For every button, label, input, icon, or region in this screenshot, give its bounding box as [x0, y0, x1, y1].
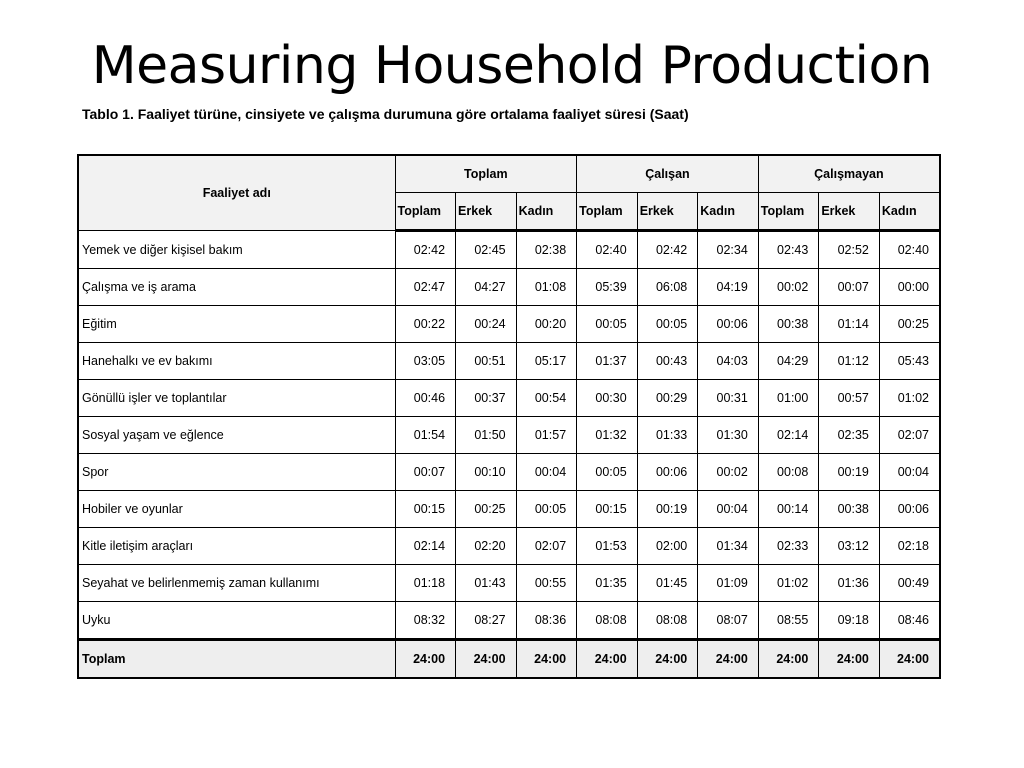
duration-cell: 05:39: [577, 269, 638, 306]
slide-title: Measuring Household Production: [91, 36, 933, 96]
duration-cell: 01:12: [819, 343, 880, 380]
duration-cell: 06:08: [637, 269, 698, 306]
activity-name-cell: Çalışma ve iş arama: [78, 269, 395, 306]
group-header-calismayan: Çalışmayan: [758, 155, 940, 193]
duration-cell: 00:02: [698, 454, 759, 491]
duration-cell: 02:42: [395, 231, 456, 269]
activity-duration-table: [77, 154, 941, 679]
duration-cell: 00:04: [516, 454, 577, 491]
duration-cell: 08:32: [395, 602, 456, 640]
duration-cell: 00:43: [637, 343, 698, 380]
activity-name-cell: Yemek ve diğer kişisel bakım: [78, 231, 395, 269]
duration-cell: 08:27: [456, 602, 517, 640]
duration-cell: 00:05: [577, 454, 638, 491]
duration-cell: 01:30: [698, 417, 759, 454]
table-row: [78, 417, 940, 454]
duration-cell: 01:50: [456, 417, 517, 454]
subheader-cell: Toplam: [758, 193, 819, 231]
duration-cell: 00:07: [395, 454, 456, 491]
duration-cell: 01:33: [637, 417, 698, 454]
duration-cell: 02:40: [577, 231, 638, 269]
duration-cell: 00:10: [456, 454, 517, 491]
duration-cell: 04:29: [758, 343, 819, 380]
group-header-calisan: Çalışan: [577, 155, 759, 193]
duration-cell: 00:15: [577, 491, 638, 528]
duration-cell: 02:35: [819, 417, 880, 454]
duration-cell: 01:43: [456, 565, 517, 602]
duration-cell: 04:03: [698, 343, 759, 380]
duration-cell: 00:04: [698, 491, 759, 528]
subheader-cell: Toplam: [577, 193, 638, 231]
duration-cell: 00:29: [637, 380, 698, 417]
duration-cell: 00:25: [456, 491, 517, 528]
duration-cell: 02:18: [879, 528, 940, 565]
activity-name-cell: Gönüllü işler ve toplantılar: [78, 380, 395, 417]
duration-cell: 04:19: [698, 269, 759, 306]
duration-cell: 03:05: [395, 343, 456, 380]
activity-name-cell: Kitle iletişim araçları: [78, 528, 395, 565]
subheader-cell: Toplam: [395, 193, 456, 231]
duration-cell: 04:27: [456, 269, 517, 306]
duration-cell: 00:20: [516, 306, 577, 343]
duration-cell: 00:38: [758, 306, 819, 343]
duration-cell: 08:46: [879, 602, 940, 640]
duration-cell: 03:12: [819, 528, 880, 565]
duration-cell: 24:00: [879, 640, 940, 679]
duration-cell: 02:20: [456, 528, 517, 565]
activity-column-header: Faaliyet adı: [78, 155, 395, 231]
duration-cell: 01:09: [698, 565, 759, 602]
duration-cell: 01:36: [819, 565, 880, 602]
duration-cell: 00:05: [516, 491, 577, 528]
duration-cell: 02:47: [395, 269, 456, 306]
table-row: [78, 269, 940, 306]
table-row: [78, 602, 940, 640]
activity-name-cell: Hobiler ve oyunlar: [78, 491, 395, 528]
duration-cell: 00:19: [819, 454, 880, 491]
duration-cell: 01:53: [577, 528, 638, 565]
duration-cell: 02:33: [758, 528, 819, 565]
duration-cell: 00:19: [637, 491, 698, 528]
duration-cell: 01:57: [516, 417, 577, 454]
duration-cell: 08:36: [516, 602, 577, 640]
duration-cell: 00:37: [456, 380, 517, 417]
table-caption: Tablo 1. Faaliyet türüne, cinsiyete ve çalışma durumuna göre ortalama faaliyet süresi (Saat): [82, 106, 689, 122]
duration-cell: 00:05: [637, 306, 698, 343]
duration-cell: 00:04: [879, 454, 940, 491]
duration-cell: 00:22: [395, 306, 456, 343]
duration-cell: 24:00: [819, 640, 880, 679]
duration-cell: 24:00: [456, 640, 517, 679]
table-row: [78, 528, 940, 565]
table-body: [78, 231, 940, 679]
subheader-cell: Kadın: [698, 193, 759, 231]
subheader-cell: Erkek: [456, 193, 517, 231]
duration-cell: 00:31: [698, 380, 759, 417]
subheader-cell: Erkek: [819, 193, 880, 231]
table-row: [78, 306, 940, 343]
duration-cell: 00:06: [698, 306, 759, 343]
table-row: [78, 231, 940, 269]
duration-cell: 01:34: [698, 528, 759, 565]
duration-cell: 02:07: [516, 528, 577, 565]
duration-cell: 02:52: [819, 231, 880, 269]
subheader-cell: Kadın: [516, 193, 577, 231]
duration-cell: 08:07: [698, 602, 759, 640]
duration-cell: 00:54: [516, 380, 577, 417]
duration-cell: 00:15: [395, 491, 456, 528]
subheader-cell: Erkek: [637, 193, 698, 231]
duration-cell: 02:40: [879, 231, 940, 269]
duration-cell: 08:08: [577, 602, 638, 640]
duration-cell: 01:35: [577, 565, 638, 602]
duration-cell: 00:00: [879, 269, 940, 306]
duration-cell: 00:02: [758, 269, 819, 306]
duration-cell: 08:55: [758, 602, 819, 640]
duration-cell: 00:05: [577, 306, 638, 343]
duration-cell: 24:00: [516, 640, 577, 679]
table-row: [78, 454, 940, 491]
table-row: [78, 343, 940, 380]
activity-name-cell: Toplam: [78, 640, 395, 679]
duration-cell: 01:02: [758, 565, 819, 602]
duration-cell: 01:54: [395, 417, 456, 454]
activity-name-cell: Spor: [78, 454, 395, 491]
duration-cell: 09:18: [819, 602, 880, 640]
activity-name-cell: Eğitim: [78, 306, 395, 343]
duration-cell: 00:25: [879, 306, 940, 343]
duration-cell: 01:32: [577, 417, 638, 454]
duration-cell: 02:34: [698, 231, 759, 269]
group-header-toplam: Toplam: [395, 155, 577, 193]
duration-cell: 01:14: [819, 306, 880, 343]
duration-cell: 00:06: [637, 454, 698, 491]
activity-name-cell: Sosyal yaşam ve eğlence: [78, 417, 395, 454]
duration-cell: 00:14: [758, 491, 819, 528]
activity-name-cell: Hanehalkı ve ev bakımı: [78, 343, 395, 380]
duration-cell: 01:08: [516, 269, 577, 306]
duration-cell: 02:42: [637, 231, 698, 269]
duration-cell: 02:07: [879, 417, 940, 454]
duration-cell: 02:14: [758, 417, 819, 454]
table-row: [78, 491, 940, 528]
duration-cell: 00:24: [456, 306, 517, 343]
duration-cell: 24:00: [395, 640, 456, 679]
duration-cell: 00:08: [758, 454, 819, 491]
activity-name-cell: Seyahat ve belirlenmemiş zaman kullanımı: [78, 565, 395, 602]
duration-cell: 02:43: [758, 231, 819, 269]
duration-cell: 00:07: [819, 269, 880, 306]
duration-cell: 00:30: [577, 380, 638, 417]
duration-cell: 24:00: [637, 640, 698, 679]
duration-cell: 02:38: [516, 231, 577, 269]
duration-cell: 00:49: [879, 565, 940, 602]
duration-cell: 05:17: [516, 343, 577, 380]
subheader-cell: Kadın: [879, 193, 940, 231]
duration-cell: 00:51: [456, 343, 517, 380]
duration-cell: 02:00: [637, 528, 698, 565]
duration-cell: 02:45: [456, 231, 517, 269]
table-row: [78, 565, 940, 602]
duration-cell: 24:00: [577, 640, 638, 679]
duration-cell: 01:45: [637, 565, 698, 602]
duration-cell: 00:06: [879, 491, 940, 528]
duration-cell: 01:00: [758, 380, 819, 417]
duration-cell: 01:37: [577, 343, 638, 380]
duration-cell: 00:55: [516, 565, 577, 602]
activity-name-cell: Uyku: [78, 602, 395, 640]
duration-cell: 08:08: [637, 602, 698, 640]
duration-cell: 01:18: [395, 565, 456, 602]
duration-cell: 24:00: [758, 640, 819, 679]
duration-cell: 00:38: [819, 491, 880, 528]
table-row: [78, 380, 940, 417]
duration-cell: 02:14: [395, 528, 456, 565]
duration-cell: 00:57: [819, 380, 880, 417]
duration-cell: 00:46: [395, 380, 456, 417]
duration-cell: 05:43: [879, 343, 940, 380]
total-row: [78, 640, 940, 679]
duration-cell: 01:02: [879, 380, 940, 417]
duration-cell: 24:00: [698, 640, 759, 679]
